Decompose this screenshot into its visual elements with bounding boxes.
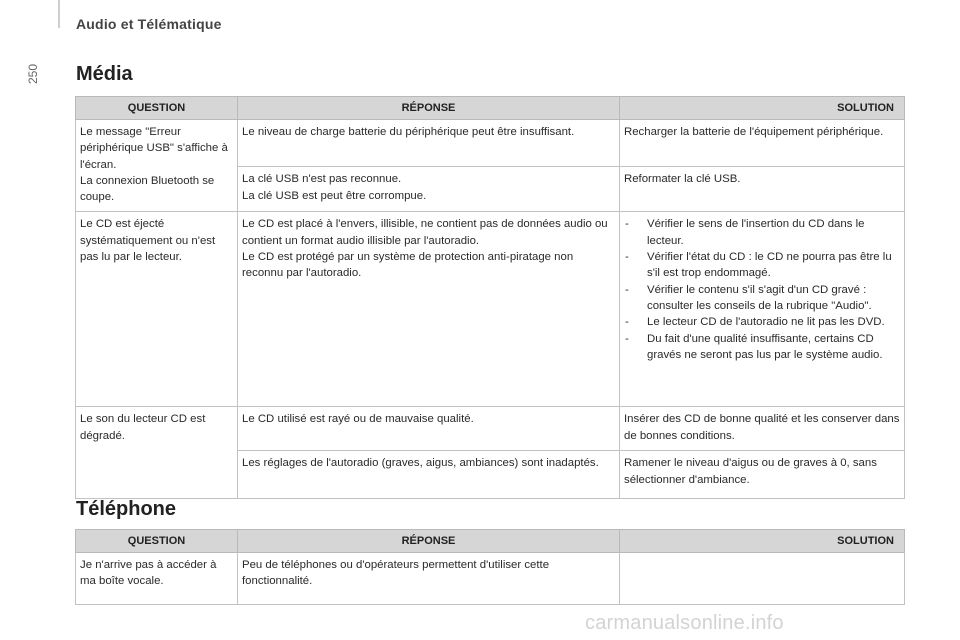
media-table bbox=[75, 96, 905, 499]
answer-text: La clé USB est peut être corrompue. bbox=[242, 189, 427, 202]
page-number: 250 bbox=[26, 63, 40, 85]
header-divider bbox=[58, 0, 60, 28]
question-cell bbox=[76, 553, 238, 605]
telephone-title: Téléphone bbox=[76, 498, 177, 520]
solution-cell bbox=[620, 212, 905, 407]
answer-cell bbox=[238, 120, 620, 167]
question-cell bbox=[76, 407, 238, 499]
solution-list-item: - Vérifier le sens de l'insertion du CD dans le lecteur. bbox=[624, 216, 900, 249]
answer-text: Les réglages de l'autoradio (graves, aigus, ambiances) sont inadaptés. bbox=[242, 457, 599, 470]
solution-cell bbox=[620, 407, 905, 451]
solution-list-item: - Le lecteur CD de l'autoradio ne lit pas les DVD. bbox=[624, 314, 900, 330]
answer-text: La clé USB n'est pas reconnue. bbox=[242, 173, 402, 186]
section-header: Audio et Télématique bbox=[76, 16, 222, 32]
watermark: carmanualsonline.info bbox=[585, 612, 784, 634]
answer-cell bbox=[238, 553, 620, 605]
solution-cell bbox=[620, 167, 905, 212]
question-cell bbox=[76, 212, 238, 407]
question-text: Le son du lecteur CD est dégradé. bbox=[80, 413, 206, 442]
column-header-solution: SOLUTION bbox=[620, 97, 905, 120]
answer-cell bbox=[238, 451, 620, 499]
column-header-reponse: RÉPONSE bbox=[238, 97, 620, 120]
question-text: La connexion Bluetooth se coupe. bbox=[80, 174, 215, 204]
table-header-row bbox=[76, 97, 905, 120]
solution-text: Recharger la batterie de l'équipement périphérique. bbox=[624, 126, 884, 138]
solution-list-item: - Vérifier le contenu s'il s'agit d'un CD gravé : consulter les conseils de la rubrique "Audio". bbox=[624, 282, 900, 315]
solution-text: Reformater la clé USB. bbox=[624, 173, 741, 186]
answer-text: Peu de téléphones ou d'opérateurs permettent d'utiliser cette fonctionnalité. bbox=[242, 559, 550, 588]
media-title: Média bbox=[76, 63, 133, 85]
column-header-reponse: RÉPONSE bbox=[238, 530, 620, 553]
solution-text: Ramener le niveau d'aigus ou de graves à 0, sans sélectionner d'ambiance. bbox=[624, 457, 877, 486]
answer-text: Le CD utilisé est rayé ou de mauvaise qualité. bbox=[242, 413, 474, 426]
question-text: Le CD est éjecté systématiquement ou n'est pas lu par le lecteur. bbox=[80, 218, 216, 264]
answer-cell bbox=[238, 212, 620, 407]
answer-text: Le CD est placé à l'envers, illisible, ne contient pas de données audio ou contient un format audio illisible par l'autoradio. bbox=[242, 218, 608, 247]
question-text: Le message "Erreur périphérique USB" s'affiche à l'écran. bbox=[80, 126, 228, 171]
solution-text: Insérer des CD de bonne qualité et les conserver dans de bonnes conditions. bbox=[624, 413, 900, 442]
solution-cell bbox=[620, 120, 905, 167]
question-cell bbox=[76, 120, 238, 212]
table-header-row bbox=[76, 530, 905, 553]
question-text: Je n'arrive pas à accéder à ma boîte vocale. bbox=[80, 559, 217, 588]
solution-cell bbox=[620, 451, 905, 499]
solution-list-item: - Du fait d'une qualité insuffisante, certains CD gravés ne seront pas lus par le système audio. bbox=[624, 331, 900, 364]
table-row bbox=[76, 212, 905, 407]
table-row bbox=[76, 120, 905, 167]
table-row bbox=[76, 553, 905, 605]
solution-list bbox=[624, 216, 900, 363]
answer-text: Le CD est protégé par un système de protection anti-piratage non reconnu par l'autoradio. bbox=[242, 251, 574, 280]
solution-cell bbox=[620, 553, 905, 605]
answer-cell bbox=[238, 167, 620, 212]
table-row bbox=[76, 407, 905, 451]
column-header-solution: SOLUTION bbox=[620, 530, 905, 553]
column-header-question: QUESTION bbox=[76, 530, 238, 553]
telephone-table bbox=[75, 529, 905, 605]
solution-list-item: - Vérifier l'état du CD : le CD ne pourra pas être lu s'il est trop endommagé. bbox=[624, 249, 900, 282]
answer-cell bbox=[238, 407, 620, 451]
column-header-question: QUESTION bbox=[76, 97, 238, 120]
answer-text: Le niveau de charge batterie du périphérique peut être insuffisant. bbox=[242, 126, 575, 138]
